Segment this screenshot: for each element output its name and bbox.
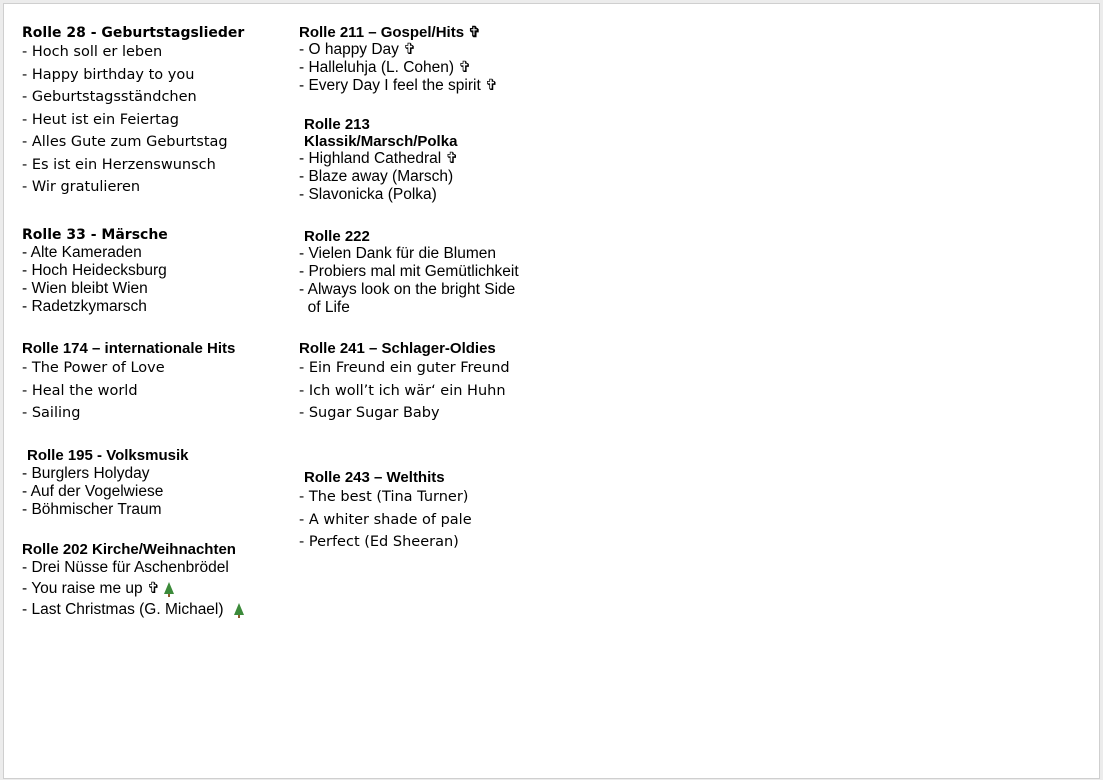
section-rolle-222 [299, 228, 519, 317]
section-rolle-33 [22, 227, 168, 316]
list-item-text: - You raise me up ✞ [22, 580, 160, 597]
section-rolle-211 [299, 23, 498, 95]
list-item: - Ein Freund ein guter Freund [299, 360, 510, 376]
list-item: - Slavonicka (Polka) [299, 186, 437, 203]
section-rolle-28 [22, 25, 244, 199]
list-item: - Wien bleibt Wien [22, 280, 148, 297]
list-item: - Geburtstagsständchen [22, 89, 197, 105]
section-title: Rolle 243 – Welthits [304, 469, 445, 486]
section-rolle-241 [299, 340, 510, 425]
list-item: - Hoch Heidecksburg [22, 262, 167, 279]
list-item: - Burglers Holyday [22, 465, 150, 482]
list-item: - The best (Tina Turner) [299, 489, 469, 505]
list-item: - Sugar Sugar Baby [299, 405, 440, 421]
list-item: - Heut ist ein Feiertag [22, 111, 179, 128]
list-item: - Probiers mal mit Gemütlichkeit [299, 263, 519, 280]
section-rolle-174 [22, 340, 235, 425]
list-item: of Life [299, 299, 350, 316]
christmas-tree-icon [164, 582, 174, 594]
list-item: - Sailing [22, 405, 81, 421]
list-item-text: - Last Christmas (G. Michael) [22, 601, 224, 618]
christmas-tree-icon [234, 603, 244, 615]
section-title: Rolle 28 - Geburtstagslieder [22, 25, 245, 41]
list-item: - Every Day I feel the spirit ✞ [299, 77, 499, 94]
list-item: - Wir gratulieren [22, 179, 141, 195]
list-item: - Radetzkymarsch [22, 298, 147, 315]
list-item: - Always look on the bright Side [299, 281, 516, 298]
list-item: - A whiter shade of pale [299, 511, 472, 528]
list-item: - Ich woll’t ich wär‘ ein Huhn [299, 382, 506, 399]
section-title: Rolle 222 [304, 228, 370, 245]
list-item: - Vielen Dank für die Blumen [299, 245, 497, 262]
section-title: Rolle 195 - Volksmusik [27, 447, 189, 464]
section-rolle-243 [299, 469, 472, 554]
list-item [22, 601, 244, 619]
document-page [3, 3, 1100, 779]
list-item: - Es ist ein Herzenswunsch [22, 156, 216, 173]
section-title: Rolle 33 - Märsche [22, 227, 168, 243]
section-rolle-213 [299, 116, 458, 204]
list-item: - Hoch soll er leben [22, 44, 163, 60]
list-item: - Halleluhja (L. Cohen) ✞ [299, 59, 472, 76]
section-rolle-195 [22, 447, 188, 519]
list-item: - Heal the world [22, 382, 138, 399]
list-item: - Auf der Vogelwiese [22, 483, 164, 500]
list-item: - Blaze away (Marsch) [299, 168, 454, 185]
list-item: - The Power of Love [22, 360, 165, 376]
section-title-line-2: Klassik/Marsch/Polka [304, 133, 458, 150]
section-title: Rolle 241 – Schlager-Oldies [299, 340, 496, 357]
section-title: Rolle 211 – Gospel/Hits ✞ [299, 24, 481, 41]
list-item: - Happy birthday to you [22, 66, 195, 83]
section-title: Rolle 174 – internationale Hits [22, 340, 236, 357]
list-item: - Alte Kameraden [22, 244, 142, 261]
list-item: - Alles Gute zum Geburtstag [22, 134, 228, 150]
list-item: - O happy Day ✞ [299, 41, 417, 58]
list-item: - Highland Cathedral ✞ [299, 150, 459, 167]
list-item [22, 580, 244, 598]
section-rolle-202 [22, 541, 244, 619]
list-item: - Böhmischer Traum [22, 501, 162, 518]
section-title: Rolle 213 [304, 116, 370, 133]
section-title: Rolle 202 Kirche/Weihnachten [22, 541, 236, 558]
list-item: - Drei Nüsse für Aschenbrödel [22, 559, 229, 576]
list-item: - Perfect (Ed Sheeran) [299, 534, 459, 550]
